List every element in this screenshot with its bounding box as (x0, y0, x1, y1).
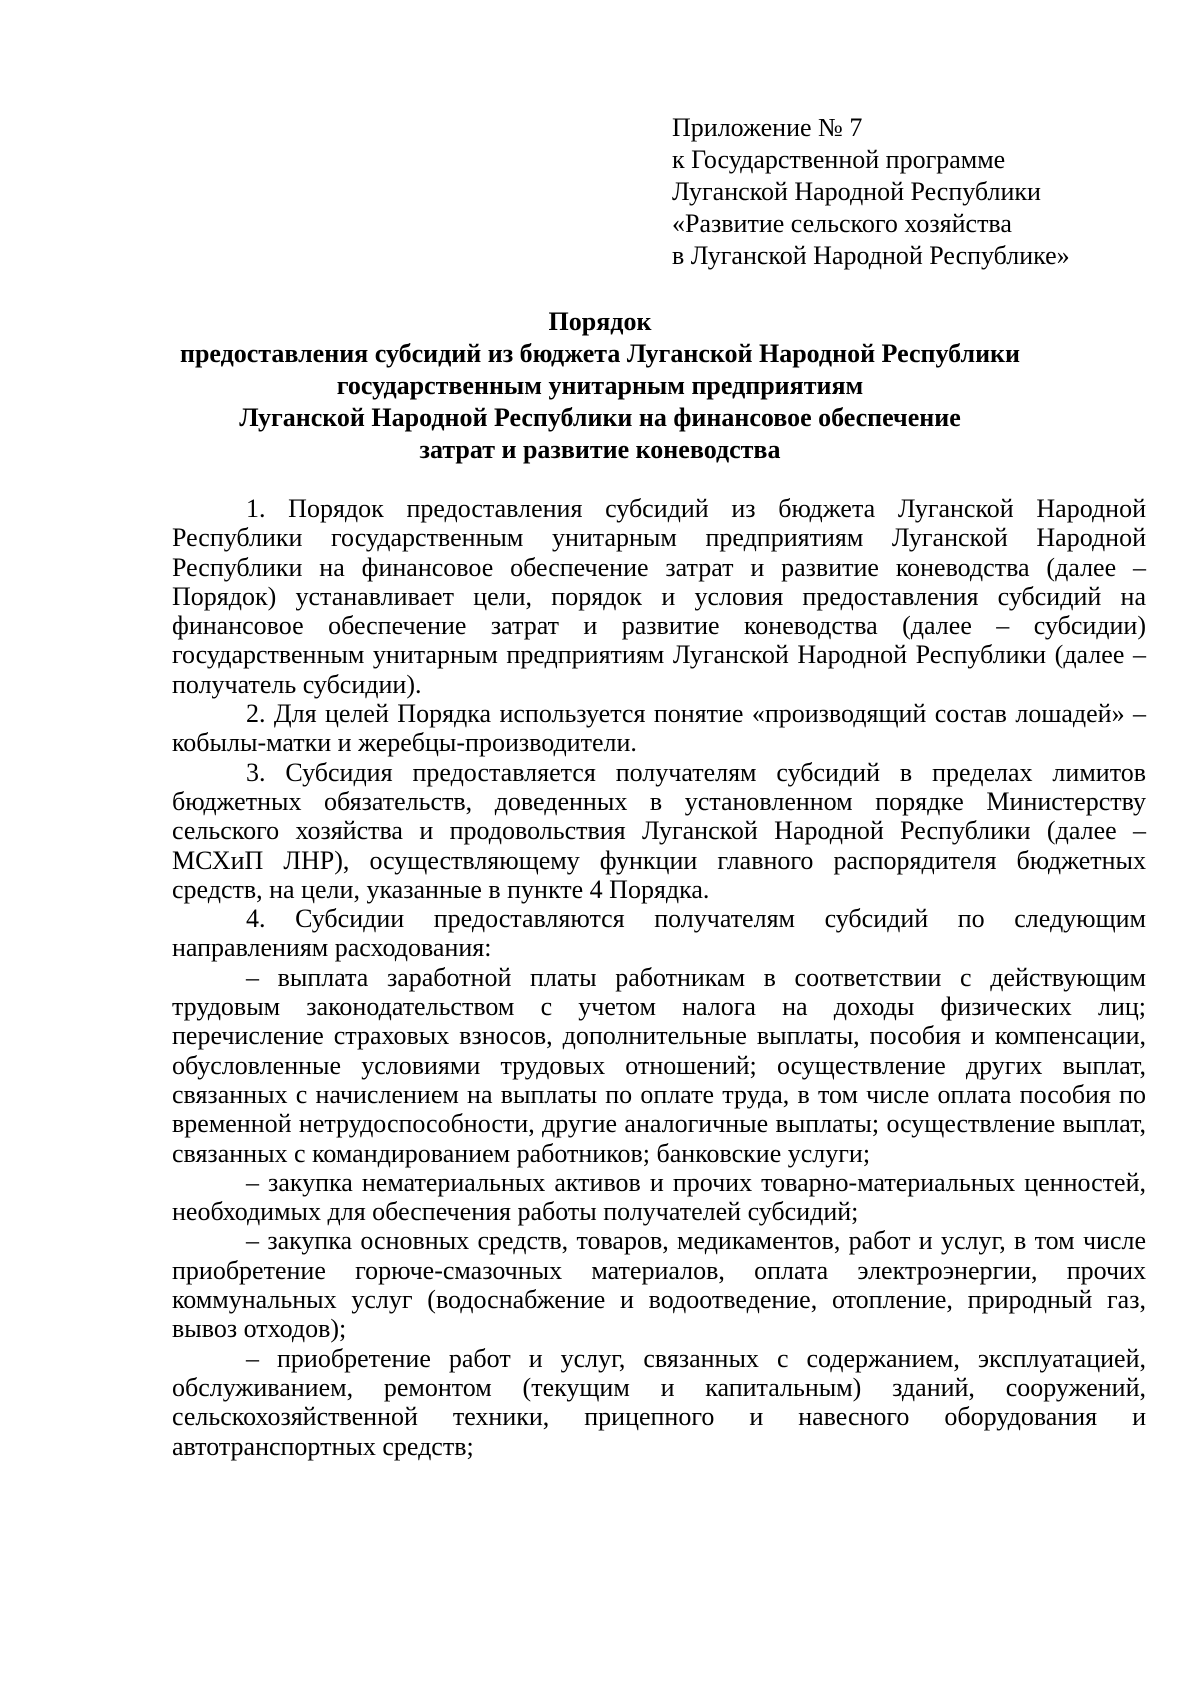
title-line: Порядок (548, 307, 652, 336)
paragraph-3: 3. Субсидия предоставляется получателям субсидий в пределах лимитов бюджетных обязательств, доведенных в установленном порядке Министерству сельского хозяйства и продовольствия Луганской Народной Республики (далее – МСХиП ЛНР), осуществляющему функции главного распорядителя бюджетных средств, на цели, указанные в пункте 4 Порядка. (172, 757, 1146, 904)
appendix-line-republic: Луганской Народной Республики (672, 177, 1041, 206)
list-item-wages: – выплата заработной платы работникам в соответствии с действующим трудовым законодательством с учетом налога на доходы физических лиц; перечисление страховых взносов, дополнительные выплаты, пособия и компенсации, обусловленные условиями трудовых отношений; осуществление других выплат, связанных с начислением на выплаты по оплате труда, в том числе оплата пособия по временной нетрудоспособности, другие аналогичные выплаты; осуществление выплат, связанных с командированием работников; банковские услуги; (172, 962, 1146, 1168)
list-item-fixed-assets: – закупка основных средств, товаров, медикаментов, работ и услуг, в том числе приобретение горюче-смазочных материалов, оплата электроэнергии, прочих коммунальных услуг (водоснабжение и водоотведение, отопление, природный газ, вывоз отходов); (172, 1226, 1146, 1344)
appendix-header (672, 112, 1172, 272)
title-line: затрат и развитие коневодства (419, 435, 781, 464)
list-item-maintenance: – приобретение работ и услуг, связанных с содержанием, эксплуатацией, обслуживанием, ремонтом (текущим и капитальным) зданий, сооружений, сельскохозяйственной техники, прицепного и навесного оборудования и автотранспортных средств; (172, 1343, 1146, 1461)
list-item-intangible-assets: – закупка нематериальных активов и прочих товарно-материальных ценностей, необходимых для обеспечения работы получателей субсидий; (172, 1167, 1146, 1227)
title-line: Луганской Народной Республики на финансовое обеспечение (239, 403, 961, 432)
paragraph-1: 1. Порядок предоставления субсидий из бюджета Луганской Народной Республики государственным унитарным предприятиям Луганской Народной Республики на финансовое обеспечение затрат и развитие коневодства (далее – Порядок) устанавливает цели, порядок и условия предоставления субсидий на финансовое обеспечение затрат и развитие коневодства (далее – субсидии) государственным унитарным предприятиям Луганской Народной Республики (далее – получатель субсидии). (172, 494, 1146, 699)
title-line: предоставления субсидий из бюджета Луганской Народной Республики (179, 339, 1021, 368)
document-title (150, 306, 1050, 466)
title-line: государственным унитарным предприятиям (336, 371, 864, 400)
document-body (172, 494, 1146, 1461)
paragraph-4: 4. Субсидии предоставляются получателям субсидий по следующим направлениям расходования: (172, 904, 1146, 963)
appendix-line-program-name-end: в Луганской Народной Республике» (672, 241, 1070, 270)
appendix-line-program-name: «Развитие сельского хозяйства (672, 209, 1012, 238)
appendix-line-program: к Государственной программе (672, 145, 1006, 174)
paragraph-2: 2. Для целей Порядка используется понятие «производящий состав лошадей» – кобылы-матки и жеребцы-производители. (172, 699, 1146, 758)
appendix-line-number: Приложение № 7 (672, 113, 863, 142)
